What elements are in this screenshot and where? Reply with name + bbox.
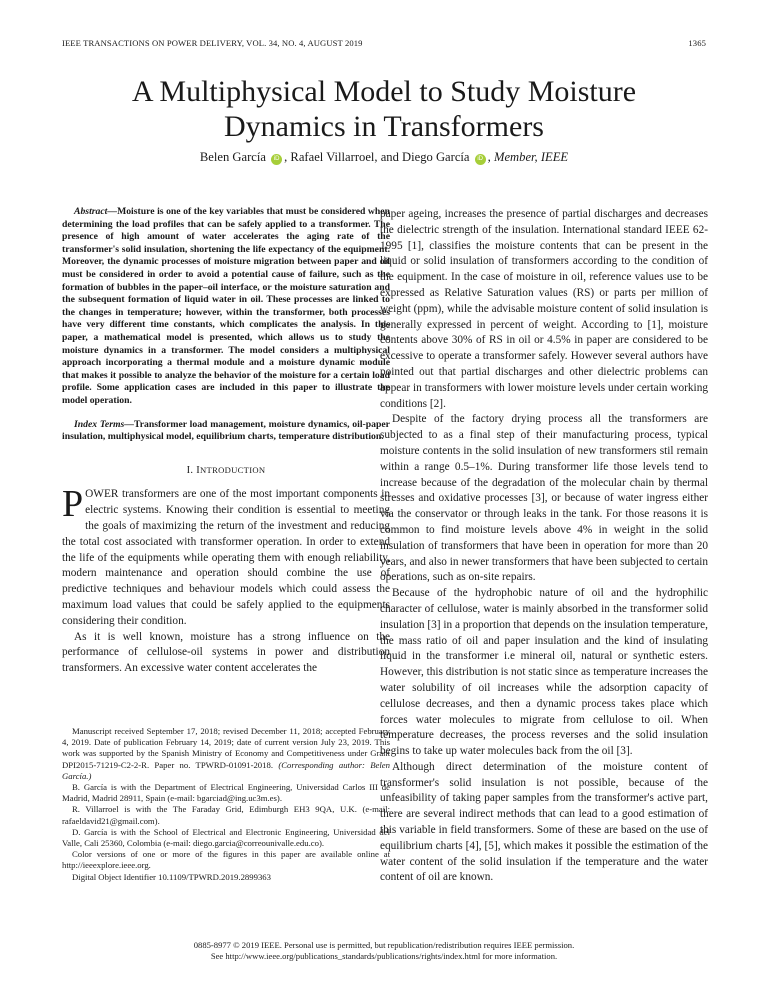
footnote-color: Color versions of one or more of the figures in this paper are available online at http://ieeexplore.ieee.org. bbox=[62, 849, 390, 871]
footnotes bbox=[62, 726, 390, 883]
running-header bbox=[62, 38, 706, 48]
footnote-manuscript bbox=[62, 726, 390, 782]
footnote-author-3: D. García is with the School of Electrical and Electronic Engineering, Universidad del Valle, Cali 25360, Colombia (e-mail: diego.garcia@correounivalle.edu.co). bbox=[62, 826, 390, 849]
journal-name: IEEE TRANSACTIONS ON POWER DELIVERY, VOL. 34, NO. 4, AUGUST 2019 bbox=[62, 38, 363, 48]
member-designation: , Member, IEEE bbox=[487, 150, 569, 164]
intro-paragraph-1 bbox=[62, 483, 390, 629]
body-paragraph-3: Because of the hydrophobic nature of oil and the hydrophilic character of cellulose, water is mainly absorbed in the transformer solid insulation [3] in a proportion that depends on the insulation temperature, the mass ratio of oil and paper insulation and the kind of insulating liquid in the transformer i.e mineral oil, natural or synthetic esters. However, this distribution is not static since as temperature increases the water solubility of oil increases while the adsorption capacity of cellulose decreases, and then a dynamic process takes place which forces water molecules to migrate from cellulose to oil. When temperature decreases, the process reverses and the solid insulation begins to take up water molecules back from the oil [3]. bbox=[380, 587, 709, 758]
orcid-icon[interactable]: iD bbox=[475, 154, 486, 165]
orcid-icon[interactable]: iD bbox=[271, 154, 282, 165]
drop-cap: P bbox=[62, 483, 84, 526]
author-list bbox=[0, 150, 768, 165]
copyright-line-1: 0885-8977 © 2019 IEEE. Personal use is permitted, but republication/redistribution requires IEEE permission. bbox=[193, 940, 575, 950]
section-title-initial: I bbox=[196, 464, 201, 476]
abstract-text: Moisture is one of the key variables that must be considered when determining the load profiles that can be safely applied to a transformer. The presence of high amount of water accelerates the aging rate of the transformer's solid insulation, shortening the life expectancy of the equipment. Moreover, the dynamic processes of moisture migration between paper and oil must be considered in order to avoid a potential cause of failure, such as the formation of bubbles in the paper–oil interface, or the moisture saturation and the subsequent formation of liquid water in oil. These processes are linked to the changes in temperature; however, within the transformer, both processes have very different time constants, which complicates the analysis. In this paper, a mathematical model is presented, which allows us to study the moisture dynamics in a transformer. The model considers a multiphysical approach incorporating a thermal module and a moisture dynamic module that makes it possible to analyze the behavior of the moisture for a certain load profile. Some application cases are included in this paper to illustrate the model operation. bbox=[62, 206, 390, 406]
footnote-manuscript-text: Manuscript received September 17, 2018; revised December 11, 2018; accepted February 4, 2019. Date of publication February 14, 2019; date of current version July 23, 2019. This work was supported by the Spanish Ministry of Economy and Competitiveness under Grant DPI2015-71219-C2-2-R. Paper no. TPWRD-01091-2018. bbox=[62, 726, 390, 770]
section-number: I. bbox=[186, 464, 194, 476]
intro-paragraph-1-text: OWER transformers are one of the most important components in electric systems. Knowing their condition is essential to meeting the goals of maximizing the return of the investment and reducing the total cost associated with transformer operation. In order to extend the life of the equipments while operating them with enough reliability, modern maintenance and operation should combine the use of predictive techniques and behaviour models which could assess the maximum load values that could be safely applied to the equipments considering their condition. bbox=[62, 488, 390, 627]
abstract bbox=[62, 206, 390, 408]
copyright-notice bbox=[0, 940, 768, 962]
footnote-author-1: B. García is with the Department of Electrical Engineering, Universidad Carlos III de Madrid, Madrid 28911, Spain (e-mail: bgarciad@ing.uc3m.es). bbox=[62, 782, 390, 804]
title-line-2: Dynamics in Transformers bbox=[224, 110, 544, 143]
intro-paragraph-2: As it is well known, moisture has a strong influence on the performance of cellulose-oil systems in power and distribution transformers. An excessive water content accelerates the bbox=[62, 630, 390, 675]
footnote-doi: Digital Object Identifier 10.1109/TPWRD.2019.2899363 bbox=[72, 871, 271, 882]
body-paragraph-1: paper ageing, increases the presence of partial discharges and decreases the dielectric strength of the insulation. International standard IEEE 62-1995 [1], classifies the moisture contents that can be present in the liquid or solid insulation of transformers according to the condition of the equipment. In the case of moisture in oil, reference values use to be expressed as Relative Saturation values (RS) or parts per million of weight (ppm), while the advisable moisture content of solid insulation is generally expressed in percent of weight. According to [1], moisture contents above 30% of RS in oil or 4.5% in paper are considered to be excessive to operate a transformer safely. However several authors have pointed out that partial discharges and other dielectric problems can appear in transformers with lower moisture levels under certain working conditions [2]. bbox=[380, 208, 708, 410]
abstract-label: Abstract— bbox=[74, 206, 118, 217]
index-terms-text: Transformer load management, moisture dynamics, oil-paper insulation, multiphysical model, equilibrium charts, temperature distribution. bbox=[62, 418, 390, 443]
right-column bbox=[380, 207, 708, 886]
page-number: 1365 bbox=[688, 38, 706, 48]
section-title-rest: NTRODUCTION bbox=[200, 464, 266, 475]
paper-title bbox=[0, 74, 768, 144]
index-terms-label: Index Terms— bbox=[74, 418, 134, 430]
author-2-3: , Rafael Villarroel, and Diego García bbox=[284, 150, 470, 164]
body-paragraph-4: Although direct determination of the moisture content of transformer's solid insulation is not possible, because of the unfeasibility of taking paper samples from the transformer's active part, there are several indirect methods that can lead to a good estimation of this variable in field transformers. Some of these are based on the use of equilibrium charts [4], [5], which makes it possible the estimation of the water content of the solid insulation if the temperature and the water content of oil are known. bbox=[380, 760, 708, 884]
left-column bbox=[62, 206, 390, 677]
footnote-author-2: R. Villarroel is with the The Faraday Grid, Edimburgh EH3 9QA, U.K. (e-mail: rafaeldavid21@gmail.com). bbox=[62, 804, 390, 826]
author-1: Belen García bbox=[199, 150, 266, 164]
body-paragraph-2: Despite of the factory drying process all the transformers are subjected to as a final step of their manufacturing process, typical moisture contents in the solid insulation of new transformers stil remain within a range 0.5–1%. During transformer life those levels tend to increase because of the degradation of the molecular chain by thermal stresses and oxidative processes [3], or because of water ingress either via the conservator or through leaks in the tank. For those reasons it is common to find moisture levels above 4% in weight in the solid insulation of transformers that have been in operation for more than 20 years, and also in newer transformers that have been subjected to certain operations, such as on-site repairs. bbox=[380, 413, 708, 584]
corresponding-author: (Corresponding author: Belen García.) bbox=[62, 759, 391, 781]
copyright-line-2: See http://www.ieee.org/publications_standards/publications/rights/index.html for more information. bbox=[210, 951, 558, 961]
index-terms bbox=[62, 419, 390, 444]
title-line-1: A Multiphysical Model to Study Moisture bbox=[131, 75, 637, 108]
section-heading bbox=[62, 463, 390, 479]
